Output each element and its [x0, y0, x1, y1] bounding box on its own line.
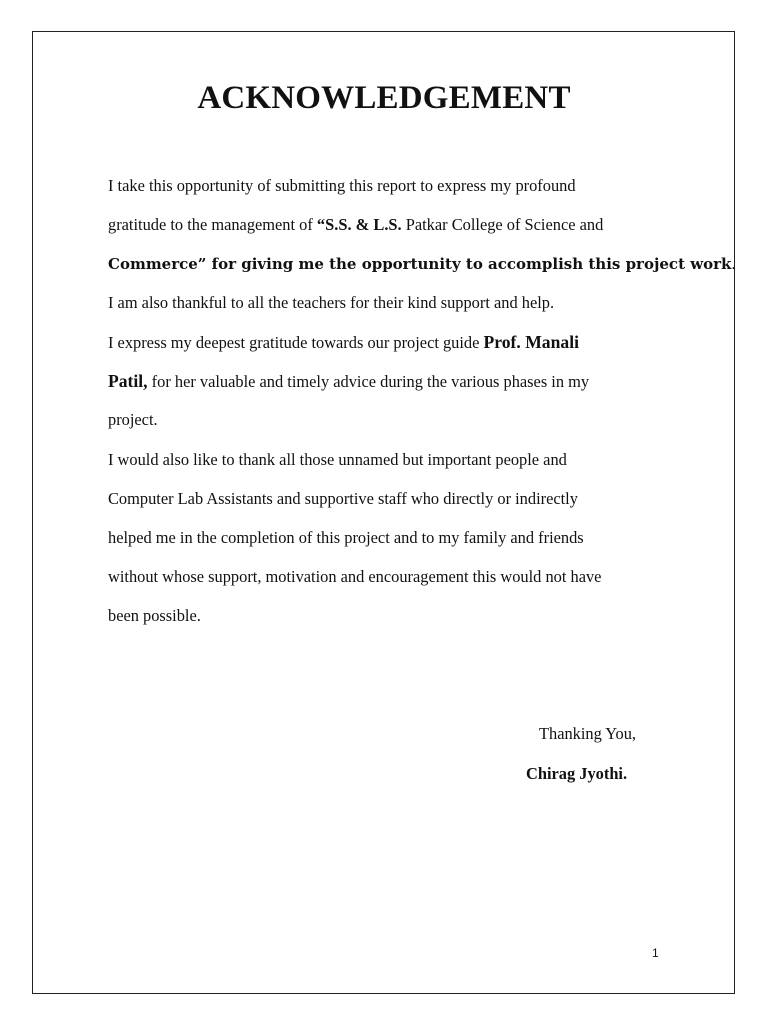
- body-text: I am also thankful to all the teachers for their kind support and help.: [108, 293, 555, 312]
- body-line-7: [108, 410, 158, 430]
- body-text: without whose support, motivation and encouragement this would not have: [108, 567, 602, 586]
- body-text: helped me in the completion of this project and to my family and friends: [108, 528, 584, 547]
- body-text: Computer Lab Assistants and supportive staff who directly or indirectly: [108, 489, 578, 508]
- body-line-9: [108, 489, 578, 509]
- body-text: gratitude to the management of: [108, 215, 317, 234]
- page-title: ACKNOWLEDGEMENT: [197, 80, 571, 116]
- body-line-2: [108, 215, 603, 235]
- closing-salutation: Thanking You,: [539, 724, 636, 743]
- body-line-5: [108, 332, 579, 353]
- body-text: I express my deepest gratitude towards our project guide: [108, 333, 484, 352]
- body-line-8: [108, 450, 567, 470]
- body-line-11: [108, 567, 601, 587]
- body-line-1: [108, 176, 576, 196]
- body-line-4: [108, 293, 554, 313]
- guide-surname-bold: Patil,: [108, 371, 148, 391]
- body-text: I take this opportunity of submitting this report to express my profound: [108, 176, 576, 195]
- body-text: Patkar College of Science and: [401, 215, 604, 234]
- body-text: been possible.: [108, 606, 201, 625]
- body-text: project.: [108, 410, 158, 429]
- body-line-10: [108, 528, 584, 548]
- guide-name-bold: Prof. Manali: [483, 332, 579, 352]
- college-name-bold: “S.S. & L.S.: [316, 215, 402, 234]
- body-text: .: [731, 254, 736, 273]
- body-line-6: [108, 371, 589, 392]
- body-text: I would also like to thank all those unnamed but important people and: [108, 450, 567, 469]
- signatory-name: Chirag Jyothi.: [526, 764, 628, 783]
- body-text: for her valuable and timely advice during the various phases in my: [147, 372, 590, 391]
- body-line-12: [108, 606, 201, 626]
- commerce-phrase-bold: Commerce” for giving me the opportunity to accomplish this project work: [108, 255, 732, 273]
- body-line-3: [108, 254, 736, 274]
- page-number: 1: [652, 946, 659, 960]
